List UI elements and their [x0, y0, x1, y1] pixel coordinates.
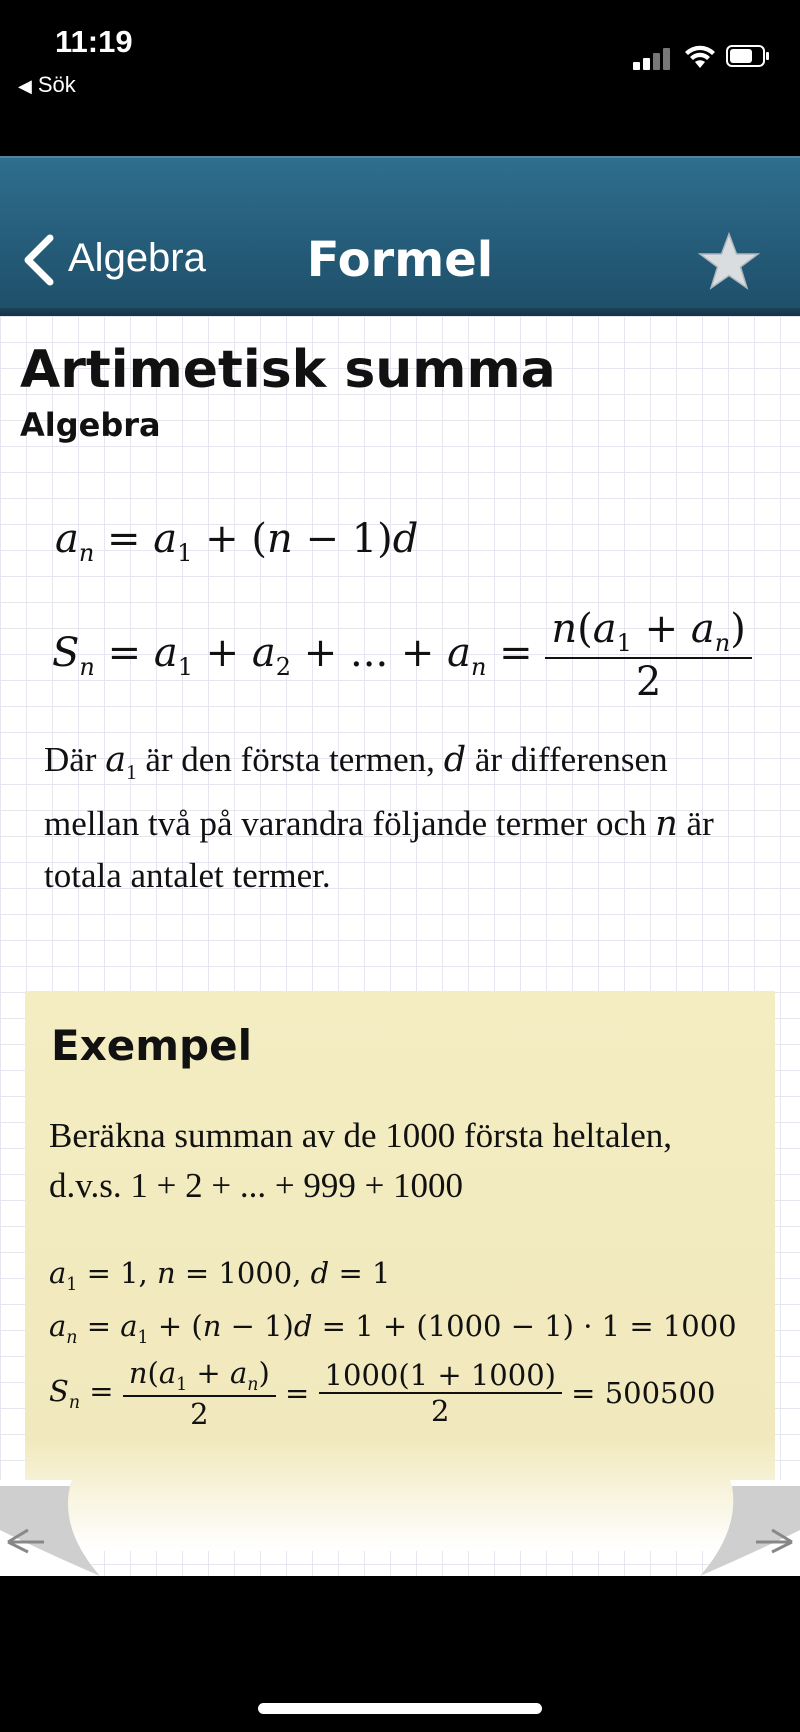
- formula-sum: $S_n = a_1 + a_2$ + ... + $a_n$ = $\frac{n(a_1 + a_n)}{2}$: [52, 606, 772, 716]
- previous-page-button[interactable]: [0, 1480, 110, 1576]
- battery-icon: [726, 45, 770, 67]
- page-title: Formel: [306, 232, 494, 288]
- back-triangle-icon: ◀: [18, 76, 32, 96]
- status-bar: [0, 0, 800, 156]
- formula-page: [0, 316, 800, 1576]
- example-box: [25, 991, 775, 1551]
- back-button-label: Algebra: [68, 236, 206, 280]
- example-text: Beräkna summan av de 1000 första heltalen, d.v.s. 1 + 2 + ... + 999 + 1000: [49, 1116, 672, 1205]
- back-to-app-label: Sök: [37, 72, 76, 97]
- formula-nth-term: $a_n = a_1 + (n - 1)d$: [55, 516, 419, 567]
- example-nth-term: $a_n = a_1 + (n - 1)d = 1 + (1000 - 1) \cdot 1 = 1000$: [49, 1309, 737, 1348]
- example-given-values: $a_1 = 1$, n = 1000, d = 1: [49, 1256, 391, 1295]
- formula-title: Artimetisk summa: [20, 340, 556, 400]
- status-time: 11:19: [55, 24, 133, 59]
- navigation-bar: [0, 156, 800, 316]
- sum-fraction: $\frac{n(a_1 + a_n)}{2}$: [545, 606, 751, 705]
- cellular-signal-icon: [633, 48, 673, 70]
- formula-description: Där $a_1$ är den första termen, d är differensen mellan två på varandra följande termer och n är totala antalet termer.: [44, 740, 714, 895]
- favorite-star-icon[interactable]: [698, 232, 760, 292]
- next-page-button[interactable]: [690, 1480, 800, 1576]
- example-title: Exempel: [51, 1021, 252, 1070]
- example-sum: $S_n$ = $\frac{n(a_1 + a_n)}{2}$ = $\frac{1000(1 + 1000)}{2}$ = 500500: [49, 1356, 716, 1431]
- formula-category: Algebra: [20, 406, 161, 444]
- wifi-icon: [684, 44, 716, 70]
- back-to-app-link[interactable]: [18, 72, 76, 98]
- home-indicator[interactable]: [258, 1703, 542, 1714]
